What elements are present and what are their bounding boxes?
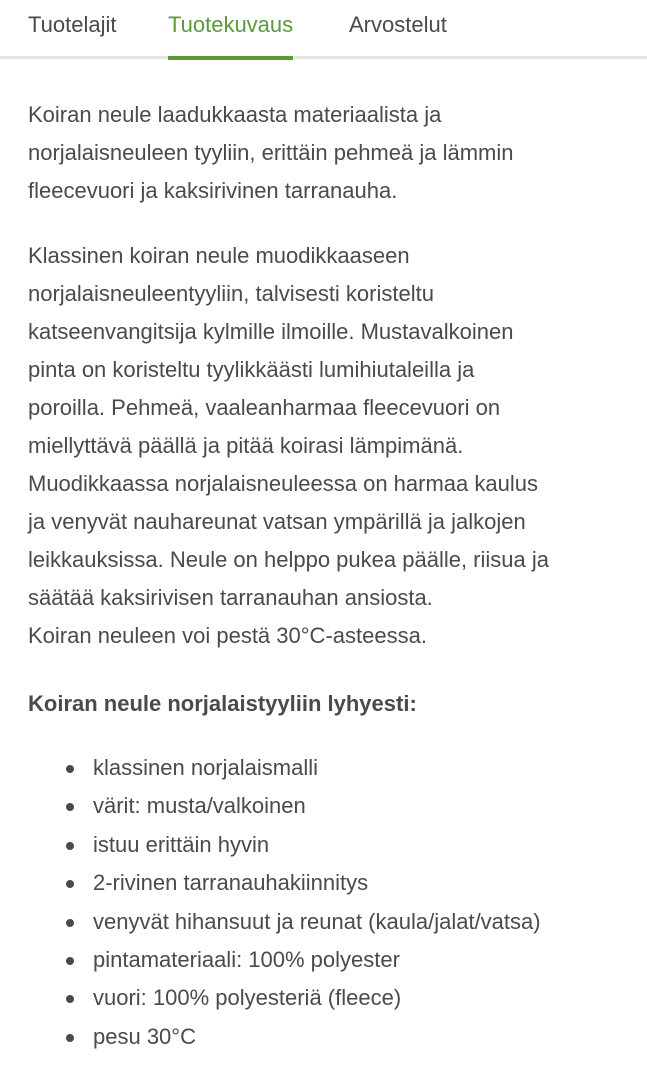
text-line: Koiran neuleen voi pestä 30°C-asteessa. [28, 623, 427, 648]
description-paragraph-2 [28, 237, 628, 655]
list-item: vuori: 100% polyesteriä (fleece) [28, 979, 628, 1017]
text-line: Muodikkaassa norjalaisneuleessa on harmaa kaulus [28, 471, 538, 496]
text-line: säätää kaksirivisen tarranauhan ansiosta. [28, 585, 433, 610]
list-item: klassinen norjalaismalli [28, 749, 628, 787]
summary-heading: Koiran neule norjalaistyyliin lyhyesti: [28, 691, 417, 716]
list-item: 2-rivinen tarranauhakiinnitys [28, 864, 628, 902]
tab-bar [0, 0, 647, 59]
text-line: Klassinen koiran neule muodikkaaseen [28, 243, 410, 268]
text-line: fleecevuori ja kaksirivinen tarranauha. [28, 178, 398, 203]
list-item: istuu erittäin hyvin [28, 826, 628, 864]
tab-tuotelajit[interactable]: Tuotelajit [28, 12, 117, 37]
text-line: ja venyvät nauhareunat vatsan ympärillä ja jalkojen [28, 509, 526, 534]
text-line: norjalaisneuleen tyyliin, erittäin pehmeä ja lämmin [28, 140, 514, 165]
list-item: pesu 30°C [28, 1018, 628, 1056]
list-item: pintamateriaali: 100% polyester [28, 941, 628, 979]
list-item: venyvät hihansuut ja reunat (kaula/jalat/vatsa) [28, 903, 628, 941]
tab-tuotekuvaus[interactable]: Tuotekuvaus [168, 10, 293, 40]
description-paragraph-1 [28, 96, 628, 210]
text-line: pinta on koristeltu tyylikkäästi lumihiutaleilla ja [28, 357, 475, 382]
feature-list [28, 749, 628, 1056]
text-line: miellyttävä päällä ja pitää koirasi lämpimänä. [28, 433, 464, 458]
text-line: norjalaisneuleentyyliin, talvisesti koristeltu [28, 281, 434, 306]
text-line: Koiran neule laadukkaasta materiaalista ja [28, 102, 442, 127]
tab-arvostelut[interactable]: Arvostelut [349, 12, 447, 37]
text-line: poroilla. Pehmeä, vaaleanharmaa fleecevuori on [28, 395, 501, 420]
text-line: leikkauksissa. Neule on helppo pukea päälle, riisua ja [28, 547, 549, 572]
list-item: värit: musta/valkoinen [28, 787, 628, 825]
text-line: katseenvangitsija kylmille ilmoille. Mustavalkoinen [28, 319, 514, 344]
